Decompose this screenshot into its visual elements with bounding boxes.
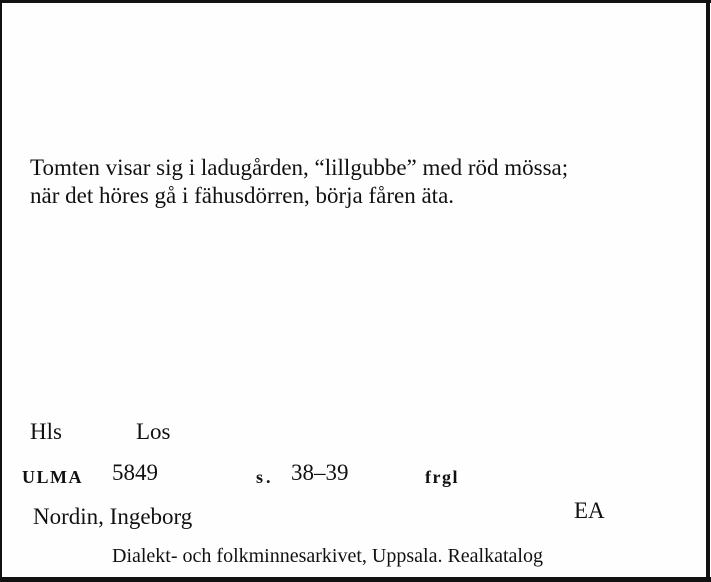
collector-code: EA	[574, 498, 605, 523]
card-body-line-1: Tomten visar sig i ladugården, “lillgubbe” med röd mössa;	[30, 155, 569, 180]
category-label: frgl	[425, 467, 459, 487]
card-border-right	[706, 0, 710, 582]
card-body-line-2: när det höres gå i fähusdörren, börja fåren äta.	[30, 183, 455, 208]
page-label: s.	[256, 467, 274, 487]
archive-number: 5849	[112, 460, 158, 485]
page-range: 38–39	[291, 460, 349, 485]
card-border-top	[0, 0, 711, 3]
card-footer: Dialekt- och folkminnesarkivet, Uppsala. Realkatalog	[112, 545, 543, 567]
landskap-label: Hls	[30, 419, 62, 444]
socken-label: Los	[136, 419, 171, 444]
card-border-bottom	[0, 577, 711, 582]
card-border-left	[0, 0, 2, 582]
informant-name: Nordin, Ingeborg	[33, 504, 193, 529]
archive-label: ULMA	[22, 467, 83, 487]
